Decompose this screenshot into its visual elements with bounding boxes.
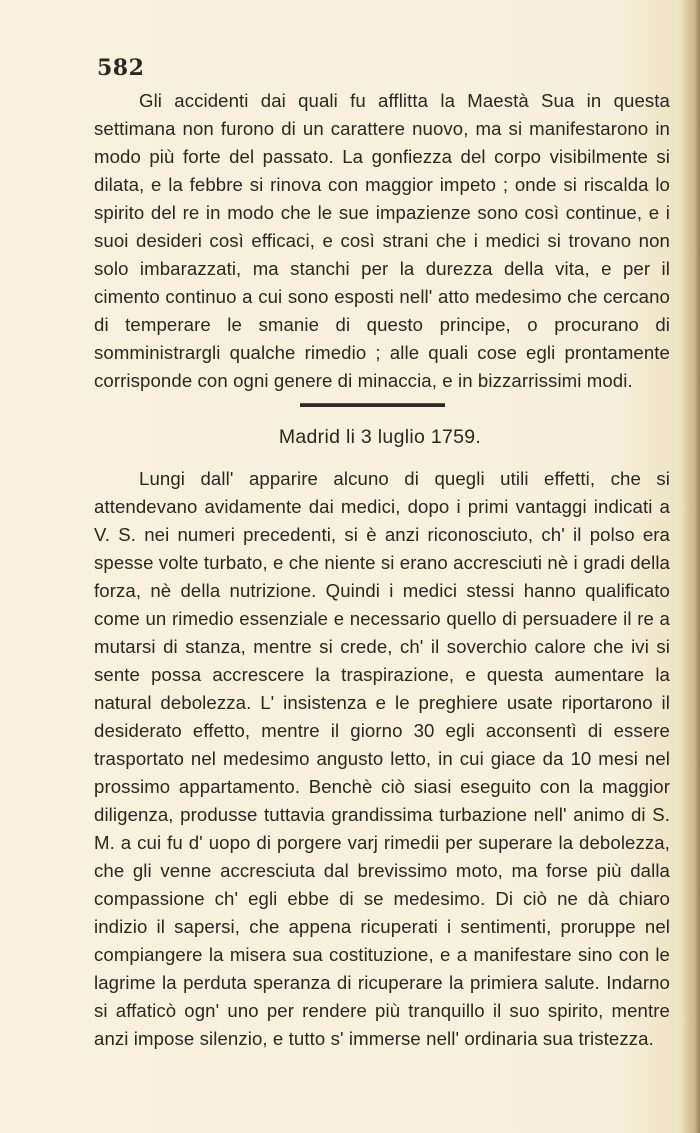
paragraph-text: Lungi dall' apparire alcuno di quegli utili effetti, che si attendevano avidamente dai medici, dopo i primi vantaggi indicati a V. S. nei numeri precedenti, si è anzi riconosciuto, ch' il polso era spesse volte turbato, e che niente si erano accresciuti nè i gradi della forza, nè della nutrizione. Quindi i medici stessi hanno qualificato come un rimedio essenziale e necessario quello di persuadere il re a mutarsi di stanza, mentre si crede, ch' il soverchio calore che ivi si sente possa accrescere la traspirazione, e questa aumentare la natural debolezza. L' insistenza e le preghiere usate riportarono il desiderato effetto, mentre il giorno 30 egli acconsentì di essere trasportato nel medesimo angusto letto, in cui giace da 10 mesi nel prossimo appartamento. Benchè ciò siasi eseguito con la maggior diligenza, produsse tuttavia grandissima turbazione nell' animo di S. M. a cui fu d' uopo di porgere varj rimedii per superare la debolezza, che gli venne accresciuta dal brevissimo moto, ma forse più dalla compassione ch' egli ebbe di se medesimo. Di ciò ne dà chiaro indizio il sapersi, che appena ricuperati i sentimenti, proruppe nel compiangere la misera sua costituzione, e a manifestare sino con le lagrime la perduta speranza di ricuperare la primiera salute. Indarno si affaticò ogn' uno per rendere più tranquillo il suo spirito, mentre anzi impose silenzio, e tutto s' immerse nell' ordinaria sua tristezza. bbox=[94, 468, 670, 1049]
body-paragraph-2 bbox=[94, 465, 670, 1053]
section-divider bbox=[300, 403, 445, 407]
paragraph-text: Gli accidenti dai quali fu afflitta la Maestà Sua in questa settimana non furono di un carattere nuovo, ma si manifestarono in modo più forte del passato. La gonfiezza del corpo visibilmente si dilata, e la febbre si rinova con maggior impeto ; onde si riscalda lo spirito del re in modo che le sue impazienze sono così continue, e i suoi desideri così efficaci, e così strani che i medici si trovano non solo imbarazzati, ma stanchi per la durezza della vita, e per il cimento continuo a cui sono esposti nell' atto medesimo che cercano di temperare le smanie di questo principe, o procurano di somministrargli qualche rimedio ; alle quali cose egli prontamente corrisponde con ogni genere di minaccia, e in bizzarrissimi modi. bbox=[94, 90, 670, 391]
page-number: 582 bbox=[97, 55, 145, 81]
body-paragraph-1 bbox=[94, 87, 670, 395]
dateline: Madrid li 3 luglio 1759. bbox=[278, 426, 482, 448]
page-edge-shadow bbox=[682, 0, 700, 1133]
